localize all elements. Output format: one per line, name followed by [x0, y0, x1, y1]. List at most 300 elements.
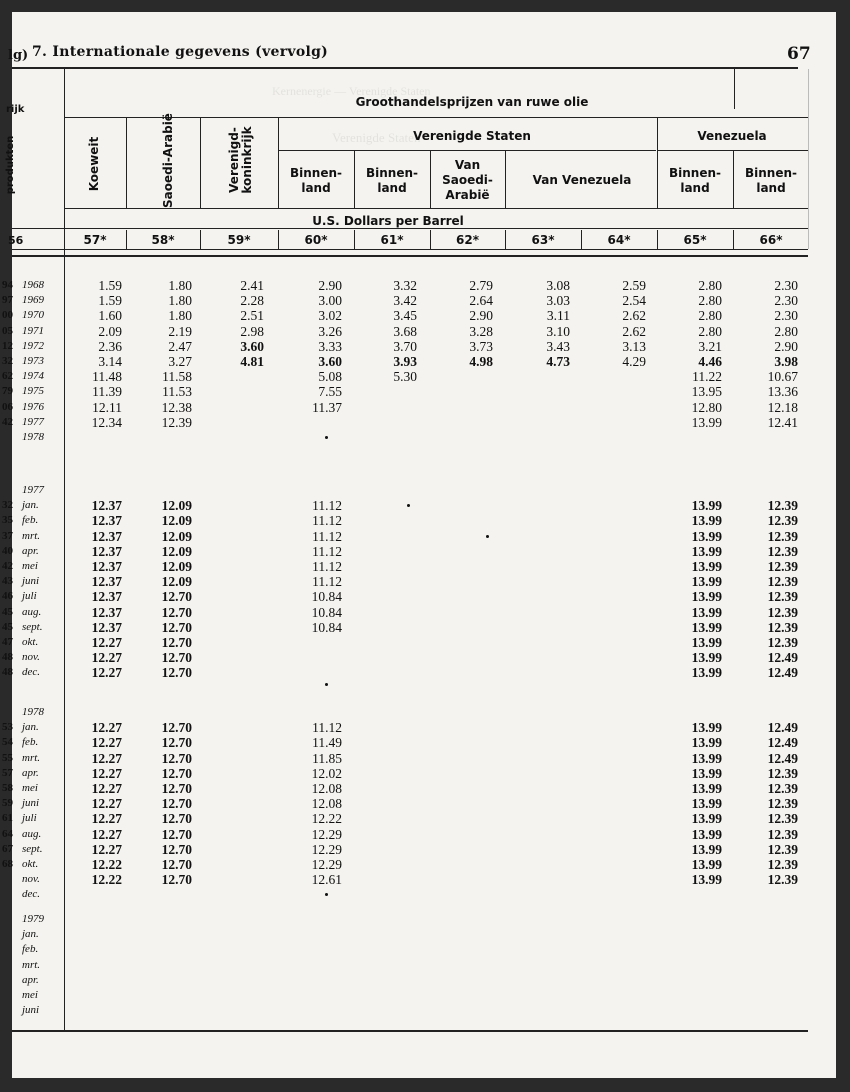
- table-cell-c58-m1978-3: 12.70: [161, 765, 192, 781]
- table-cell-c65-m1977-0: 13.99: [691, 498, 722, 514]
- table-cell-c65-m1978-10: 13.99: [691, 872, 722, 888]
- table-cell-c62-annual-3: 3.28: [469, 323, 493, 339]
- table-cell-c58-m1978-0: 12.70: [161, 720, 192, 736]
- table-cell-c58-m1978-10: 12.70: [161, 872, 192, 888]
- table-cell-c57-annual-5: 3.14: [98, 354, 122, 369]
- table-cell-c60-annual-0: 2.90: [318, 278, 342, 293]
- table-cell-c60-m1977-6: 10.84: [311, 589, 342, 605]
- row-label: apr.: [22, 544, 39, 557]
- table-cell-c58-annual-7: 11.53: [162, 384, 192, 400]
- rule-units-bottom: [12, 228, 808, 229]
- table-cell-c61-annual-2: 3.45: [393, 308, 417, 324]
- table-cell-c60-m1977-3: 11.12: [312, 543, 342, 559]
- col-num-60: 60*: [304, 233, 328, 247]
- row-label: okt.: [22, 636, 39, 648]
- table-cell-c60-annual-3: 3.26: [318, 323, 342, 339]
- table-cell-c60-m1978-7: 12.29: [311, 826, 342, 842]
- row-label: 1974: [22, 370, 44, 383]
- rule-us-subgroup: [278, 150, 656, 151]
- row-label: nov.: [22, 873, 40, 886]
- rule-bottom: [12, 1030, 808, 1032]
- table-cell-c65-m1978-0: 13.99: [691, 720, 722, 736]
- table-cell-c58-m1978-5: 12.70: [161, 796, 192, 812]
- table-cell-c57-m1978-2: 12.27: [91, 750, 122, 766]
- table-cell-c57-annual-7: 11.39: [92, 384, 122, 400]
- row-label: 1977: [22, 484, 44, 496]
- table-cell-c66-m1978-9: 12.39: [767, 857, 798, 872]
- row-label: jan.: [22, 928, 39, 941]
- table-cell-c57-annual-2: 1.60: [98, 308, 122, 324]
- table-cell-c57-annual-0: 1.59: [98, 278, 122, 293]
- table-cell-c65-m1978-6: 13.99: [691, 811, 722, 827]
- row-label: okt.: [22, 858, 39, 870]
- table-cell-c66-m1978-4: 12.39: [767, 781, 798, 796]
- col-divider: [505, 150, 506, 209]
- left-fragment-number: 40: [2, 544, 13, 557]
- table-cell-c58-m1977-4: 12.09: [161, 559, 192, 574]
- left-fragment-number: 48: [2, 651, 13, 664]
- table-cell-c58-m1977-0: 12.09: [161, 498, 192, 514]
- table-cell-c59-annual-3: 2.98: [240, 323, 264, 339]
- table-cell-c66-annual-0: 2.30: [774, 278, 798, 293]
- table-cell-c65-m1977-11: 13.99: [691, 665, 722, 681]
- table-cell-c64-annual-0: 2.59: [622, 278, 646, 293]
- header-rule: [12, 67, 798, 69]
- row-label: mei: [22, 560, 38, 572]
- table-cell-c60-m1978-8: 12.29: [311, 841, 342, 857]
- table-cell-c64-annual-1: 2.54: [622, 293, 646, 309]
- row-label: juli: [22, 812, 37, 825]
- col-label-65: Binnen- land: [668, 166, 721, 195]
- table-cell-c65-annual-7: 13.95: [691, 384, 722, 400]
- table-cell-c57-annual-8: 12.11: [92, 399, 122, 415]
- bleed-through: Verenigde Staten: [332, 130, 421, 145]
- table-cell-c58-m1977-6: 12.70: [161, 589, 192, 605]
- left-fragment-number: 64: [2, 827, 13, 840]
- row-label: feb.: [22, 943, 39, 956]
- table-cell-c66-annual-6: 10.67: [767, 369, 798, 385]
- col-label-63-64: Van Venezuela: [532, 173, 632, 187]
- col-divider: [734, 69, 735, 109]
- table-cell-c60-m1978-0: 11.12: [312, 720, 342, 736]
- left-fragment-number: 97: [2, 294, 13, 307]
- table-cell-c66-m1978-0: 12.49: [767, 720, 798, 736]
- col-label-57: Koeweit: [87, 136, 101, 192]
- table-cell-c59-annual-5: 4.81: [240, 354, 264, 369]
- table-cell-c66-m1977-0: 12.39: [767, 498, 798, 514]
- table-cell-c66-m1977-10: 12.49: [767, 650, 798, 666]
- left-fragment-56: 56: [8, 234, 24, 247]
- row-label: feb.: [22, 514, 39, 527]
- table-cell-c59-annual-2: 2.51: [240, 308, 264, 324]
- table-cell-c65-m1978-8: 13.99: [691, 841, 722, 857]
- row-label: 1979: [22, 913, 44, 925]
- table-cell-c66-m1977-7: 12.39: [767, 604, 798, 620]
- table-cell-c58-annual-8: 12.38: [161, 399, 192, 415]
- left-fragment-number: 37: [2, 529, 13, 542]
- table-cell-c58-m1978-2: 12.70: [161, 750, 192, 766]
- table-cell-c59-annual-4: 3.60: [240, 338, 264, 354]
- table-cell-c58-annual-6: 11.58: [162, 369, 192, 385]
- table-cell-c65-annual-8: 12.80: [691, 399, 722, 415]
- table-cell-c57-annual-4: 2.36: [98, 338, 122, 354]
- left-fragment-number: 57: [2, 766, 13, 779]
- table-cell-c66-m1977-4: 12.39: [767, 559, 798, 574]
- table-cell-c65-m1978-1: 13.99: [691, 735, 722, 751]
- table-cell-c57-m1977-1: 12.37: [91, 513, 122, 529]
- table-cell-c63-annual-1: 3.03: [546, 293, 570, 309]
- table-cell-c66-m1978-6: 12.39: [767, 811, 798, 827]
- left-fragment-number: 48: [2, 666, 13, 679]
- table-cell-c58-m1978-6: 12.70: [161, 811, 192, 827]
- left-fragment-number: 62: [2, 370, 13, 383]
- table-cell-c58-m1977-5: 12.09: [161, 574, 192, 590]
- table-cell-c60-m1978-1: 11.49: [312, 735, 342, 751]
- left-fragment-number: 35: [2, 514, 13, 527]
- subgroup-venezuela: Venezuela: [697, 129, 767, 143]
- left-fragment-number: 00: [2, 309, 13, 322]
- table-cell-c66-m1978-10: 12.39: [767, 872, 798, 888]
- table-cell-c58-m1977-9: 12.70: [161, 635, 192, 650]
- row-label: jan.: [22, 499, 39, 512]
- left-fragment-number: 12: [2, 339, 13, 352]
- left-fragment-number: 32: [2, 355, 13, 367]
- rule-numbers-bottom: [12, 249, 808, 250]
- left-fragment-number: 67: [2, 842, 13, 855]
- col-label-62: Van Saoedi- Arabië: [442, 158, 493, 202]
- table-cell-c58-annual-3: 2.19: [168, 323, 192, 339]
- left-fragment-number: 42: [2, 415, 13, 428]
- table-cell-c63-annual-5: 4.73: [546, 354, 570, 369]
- col-divider: [64, 69, 65, 255]
- table-cell-c58-m1977-1: 12.09: [161, 513, 192, 529]
- table-cell-c65-m1977-1: 13.99: [691, 513, 722, 529]
- table-cell-c65-m1977-4: 13.99: [691, 559, 722, 574]
- table-cell-c60-m1978-4: 12.08: [311, 781, 342, 796]
- left-fragment-number: 06: [2, 400, 13, 413]
- table-cell-c62-annual-1: 2.64: [469, 293, 493, 309]
- missing-value-dot: [486, 535, 489, 538]
- table-cell-c57-m1977-5: 12.37: [91, 574, 122, 590]
- table-cell-c58-m1977-7: 12.70: [161, 604, 192, 620]
- table-cell-c66-annual-5: 3.98: [774, 354, 798, 369]
- table-cell-c66-m1978-8: 12.39: [767, 841, 798, 857]
- table-cell-c57-m1977-6: 12.37: [91, 589, 122, 605]
- table-cell-c57-m1977-2: 12.37: [91, 528, 122, 544]
- table-cell-c59-annual-1: 2.28: [240, 293, 264, 309]
- missing-value-dot: [325, 893, 328, 896]
- missing-value-dot: [325, 683, 328, 686]
- col-num-59: 59*: [227, 233, 251, 247]
- table-cell-c57-m1978-3: 12.27: [91, 765, 122, 781]
- row-label: juni: [22, 1004, 40, 1017]
- table-cell-c66-annual-9: 12.41: [767, 414, 798, 430]
- table-cell-c65-m1978-3: 13.99: [691, 765, 722, 781]
- table-cell-c64-annual-2: 2.62: [622, 308, 646, 324]
- table-cell-c57-m1978-0: 12.27: [91, 720, 122, 736]
- row-label: 1971: [22, 324, 44, 337]
- table-cell-c58-annual-9: 12.39: [161, 414, 192, 430]
- row-label: mrt.: [22, 958, 41, 971]
- table-cell-c57-m1977-3: 12.37: [91, 543, 122, 559]
- table-cell-c60-m1978-10: 12.61: [311, 872, 342, 888]
- left-fragment-rijk: rijk: [6, 104, 25, 115]
- row-label: aug.: [22, 605, 42, 618]
- table-cell-c58-annual-4: 2.47: [168, 338, 192, 354]
- left-fragment-number: 42: [2, 560, 13, 572]
- row-label: apr.: [22, 766, 39, 779]
- table-cell-c60-m1977-4: 11.12: [312, 559, 342, 574]
- table-cell-c66-m1977-6: 12.39: [767, 589, 798, 605]
- left-fragment-number: 59: [2, 797, 13, 810]
- row-label: 1975: [22, 385, 44, 398]
- table-cell-c57-m1977-0: 12.37: [91, 498, 122, 514]
- table-cell-c57-m1977-11: 12.27: [91, 665, 122, 681]
- row-label: aug.: [22, 827, 42, 840]
- row-label: apr.: [22, 973, 39, 986]
- left-fragment-produkten: produkten: [5, 135, 16, 195]
- table-cell-c58-m1977-2: 12.09: [161, 528, 192, 544]
- table-cell-c60-annual-4: 3.33: [318, 338, 342, 354]
- table-cell-c66-annual-3: 2.80: [774, 323, 798, 339]
- table-cell-c64-annual-4: 3.13: [622, 338, 646, 354]
- col-num-57: 57*: [83, 233, 107, 247]
- table-cell-c58-annual-2: 1.80: [168, 308, 192, 324]
- table-cell-c57-m1978-1: 12.27: [91, 735, 122, 751]
- col-num-65: 65*: [683, 233, 707, 247]
- table-cell-c57-m1978-9: 12.22: [91, 857, 122, 872]
- table-cell-c66-annual-7: 13.36: [767, 384, 798, 400]
- left-fragment-number: 43: [2, 575, 13, 588]
- rule-labels-bottom: [64, 208, 808, 209]
- table-cell-c65-m1977-2: 13.99: [691, 528, 722, 544]
- page-header-title: 7. Internationale gegevens (vervolg): [32, 44, 329, 60]
- page-number: 67: [787, 44, 811, 64]
- table-cell-c65-m1977-10: 13.99: [691, 650, 722, 666]
- table-cell-c57-m1977-8: 12.37: [91, 619, 122, 635]
- row-label: juni: [22, 797, 40, 810]
- left-fragment-number: 32: [2, 499, 13, 512]
- table-cell-c66-m1977-11: 12.49: [767, 665, 798, 681]
- left-fragment-number: 05: [2, 324, 13, 337]
- row-label: sept.: [22, 620, 43, 633]
- table-cell-c58-m1978-4: 12.70: [161, 781, 192, 796]
- table-cell-c57-m1977-4: 12.37: [91, 559, 122, 574]
- table-cell-c57-m1978-5: 12.27: [91, 796, 122, 812]
- table-cell-c65-m1978-2: 13.99: [691, 750, 722, 766]
- row-label: 1973: [22, 355, 44, 367]
- table-cell-c65-m1977-3: 13.99: [691, 543, 722, 559]
- table-cell-c62-annual-2: 2.90: [469, 308, 493, 324]
- table-cell-c60-annual-7: 7.55: [318, 384, 342, 400]
- row-label: juni: [22, 575, 40, 588]
- table-cell-c60-m1978-6: 12.22: [311, 811, 342, 827]
- table-cell-c60-annual-6: 5.08: [318, 369, 342, 385]
- table-cell-c62-annual-4: 3.73: [469, 338, 493, 354]
- row-label: mrt.: [22, 529, 41, 542]
- row-label: 1968: [22, 279, 44, 291]
- table-cell-c65-annual-9: 13.99: [691, 414, 722, 430]
- table-cell-c60-annual-1: 3.00: [318, 293, 342, 309]
- table-cell-c60-m1977-0: 11.12: [312, 498, 342, 514]
- left-fragment-number: 46: [2, 590, 13, 603]
- missing-value-dot: [407, 504, 410, 507]
- left-fragment-number: 61: [2, 812, 13, 825]
- row-label: feb.: [22, 736, 39, 749]
- col-label-60: Binnen- land: [289, 166, 342, 195]
- col-num-62: 62*: [456, 233, 479, 247]
- table-cell-c65-m1977-7: 13.99: [691, 604, 722, 620]
- table-cell-c65-m1978-5: 13.99: [691, 796, 722, 812]
- row-label: 1977: [22, 415, 44, 428]
- table-cell-c63-annual-3: 3.10: [546, 323, 570, 339]
- table-cell-c66-m1977-2: 12.39: [767, 528, 798, 544]
- table-cell-c66-m1977-3: 12.39: [767, 543, 798, 559]
- table-cell-c64-annual-5: 4.29: [622, 354, 646, 369]
- left-fragment-number: 54: [2, 736, 13, 749]
- table-cell-c61-annual-0: 3.32: [393, 278, 417, 293]
- row-label: 1978: [22, 431, 44, 443]
- table-cell-c60-m1977-7: 10.84: [311, 604, 342, 620]
- subgroup-us: Verenigde Staten: [413, 129, 531, 143]
- row-label: mei: [22, 989, 38, 1001]
- table-cell-c57-m1978-10: 12.22: [91, 872, 122, 888]
- rule-body-top: [12, 255, 808, 257]
- table-cell-c57-annual-3: 2.09: [98, 323, 122, 339]
- table-cell-c61-annual-4: 3.70: [393, 338, 417, 354]
- row-label: nov.: [22, 651, 40, 664]
- table-cell-c65-m1977-9: 13.99: [691, 635, 722, 650]
- table-cell-c65-m1978-9: 13.99: [691, 857, 722, 872]
- table-cell-c60-annual-2: 3.02: [318, 308, 342, 324]
- col-num-61: 61*: [380, 233, 404, 247]
- table-cell-c58-annual-1: 1.80: [168, 293, 192, 309]
- scanned-page: [2, 12, 836, 1078]
- table-cell-c57-annual-9: 12.34: [91, 414, 122, 430]
- table-cell-c62-annual-0: 2.79: [469, 278, 493, 293]
- table-cell-c66-annual-2: 2.30: [774, 308, 798, 324]
- table-cell-c65-m1978-4: 13.99: [691, 781, 722, 796]
- row-label: dec.: [22, 888, 41, 901]
- left-fragment-number: 45: [2, 605, 13, 618]
- table-cell-c61-annual-5: 3.93: [393, 354, 417, 369]
- col-divider: [126, 117, 127, 209]
- row-label: sept.: [22, 842, 43, 855]
- col-divider: [808, 69, 809, 249]
- table-cell-c60-m1978-5: 12.08: [311, 796, 342, 812]
- table-cell-c57-m1977-9: 12.27: [91, 635, 122, 650]
- table-cell-c58-m1978-9: 12.70: [161, 857, 192, 872]
- table-cell-c58-m1977-10: 12.70: [161, 650, 192, 666]
- table-cell-c60-m1977-2: 11.12: [312, 528, 342, 544]
- table-cell-c66-m1977-9: 12.39: [767, 635, 798, 650]
- row-label: dec.: [22, 666, 41, 679]
- left-fragment-number: 55: [2, 751, 13, 764]
- left-fragment-number: 45: [2, 620, 13, 633]
- row-label: 1978: [22, 706, 44, 718]
- table-cell-c66-m1978-1: 12.49: [767, 735, 798, 751]
- table-cell-c66-annual-8: 12.18: [767, 399, 798, 415]
- table-cell-c66-m1978-7: 12.39: [767, 826, 798, 842]
- table-cell-c58-m1978-1: 12.70: [161, 735, 192, 751]
- table-cell-c62-annual-5: 4.98: [469, 354, 493, 369]
- table-cell-c57-m1978-8: 12.27: [91, 841, 122, 857]
- table-cell-c65-m1977-6: 13.99: [691, 589, 722, 605]
- table-cell-c57-m1978-6: 12.27: [91, 811, 122, 827]
- table-cell-c60-annual-8: 11.37: [312, 399, 342, 415]
- table-cell-c66-m1977-8: 12.39: [767, 619, 798, 635]
- table-cell-c60-m1977-8: 10.84: [311, 619, 342, 635]
- table-cell-c60-m1978-3: 12.02: [311, 765, 342, 781]
- table-cell-c58-annual-0: 1.80: [168, 278, 192, 293]
- row-label: jan.: [22, 721, 39, 734]
- left-fragment-number: 58: [2, 782, 13, 794]
- table-cell-c58-annual-5: 3.27: [168, 354, 192, 369]
- table-cell-c65-annual-2: 2.80: [698, 308, 722, 324]
- table-cell-c58-m1978-7: 12.70: [161, 826, 192, 842]
- table-cell-c60-annual-5: 3.60: [318, 354, 342, 369]
- table-cell-c65-annual-1: 2.80: [698, 293, 722, 309]
- table-cell-c65-m1978-7: 13.99: [691, 826, 722, 842]
- table-cell-c58-m1977-8: 12.70: [161, 619, 192, 635]
- table-cell-c66-m1978-2: 12.49: [767, 750, 798, 766]
- left-fragment-number: 68: [2, 858, 13, 870]
- left-fragment-number: 94: [2, 279, 13, 291]
- row-label: mrt.: [22, 751, 41, 764]
- table-cell-c57-annual-1: 1.59: [98, 293, 122, 309]
- missing-value-dot: [325, 436, 328, 439]
- table-cell-c65-annual-4: 3.21: [698, 338, 722, 354]
- table-cell-c66-m1978-3: 12.39: [767, 765, 798, 781]
- col-divider: [200, 117, 201, 209]
- table-cell-c63-annual-2: 3.11: [546, 308, 570, 324]
- table-cell-c66-m1977-1: 12.39: [767, 513, 798, 529]
- units-label: U.S. Dollars per Barrel: [312, 214, 464, 228]
- left-edge-fragment: lg): [8, 48, 29, 63]
- col-label-66: Binnen- land: [744, 166, 797, 195]
- row-label: 1969: [22, 294, 44, 307]
- table-cell-c61-annual-1: 3.42: [393, 293, 417, 309]
- col-num-64: 64*: [607, 233, 631, 247]
- table-cell-c57-m1977-10: 12.27: [91, 650, 122, 666]
- col-label-59: Verenigd- koninkrijk: [227, 126, 254, 194]
- row-label: 1970: [22, 309, 44, 322]
- group-title: Groothandelsprijzen van ruwe olie: [355, 95, 589, 109]
- table-cell-c60-m1977-1: 11.12: [312, 513, 342, 529]
- table-cell-c58-m1978-8: 12.70: [161, 841, 192, 857]
- col-num-63: 63*: [531, 233, 555, 247]
- table-cell-c58-m1977-3: 12.09: [161, 543, 192, 559]
- table-cell-c58-m1977-11: 12.70: [161, 665, 192, 681]
- table-cell-c65-m1977-5: 13.99: [691, 574, 722, 590]
- table-cell-c60-m1977-5: 11.12: [312, 574, 342, 590]
- col-label-58: Saoedi-Arabië: [161, 113, 175, 208]
- table-cell-c63-annual-4: 3.43: [546, 338, 570, 354]
- table-cell-c65-annual-0: 2.80: [698, 278, 722, 293]
- left-fragment-number: 79: [2, 385, 13, 398]
- col-num-66: 66*: [759, 233, 783, 247]
- table-cell-c64-annual-3: 2.62: [622, 323, 646, 339]
- left-fragment-number: 47: [2, 636, 13, 648]
- row-label: 1976: [22, 400, 44, 413]
- table-cell-c57-m1978-7: 12.27: [91, 826, 122, 842]
- table-cell-c61-annual-3: 3.68: [393, 323, 417, 339]
- col-num-58: 58*: [151, 233, 175, 247]
- rule-group-title: [64, 117, 808, 118]
- row-label: juli: [22, 590, 37, 603]
- table-cell-c59-annual-0: 2.41: [240, 278, 264, 293]
- table-cell-c66-annual-4: 2.90: [774, 338, 798, 354]
